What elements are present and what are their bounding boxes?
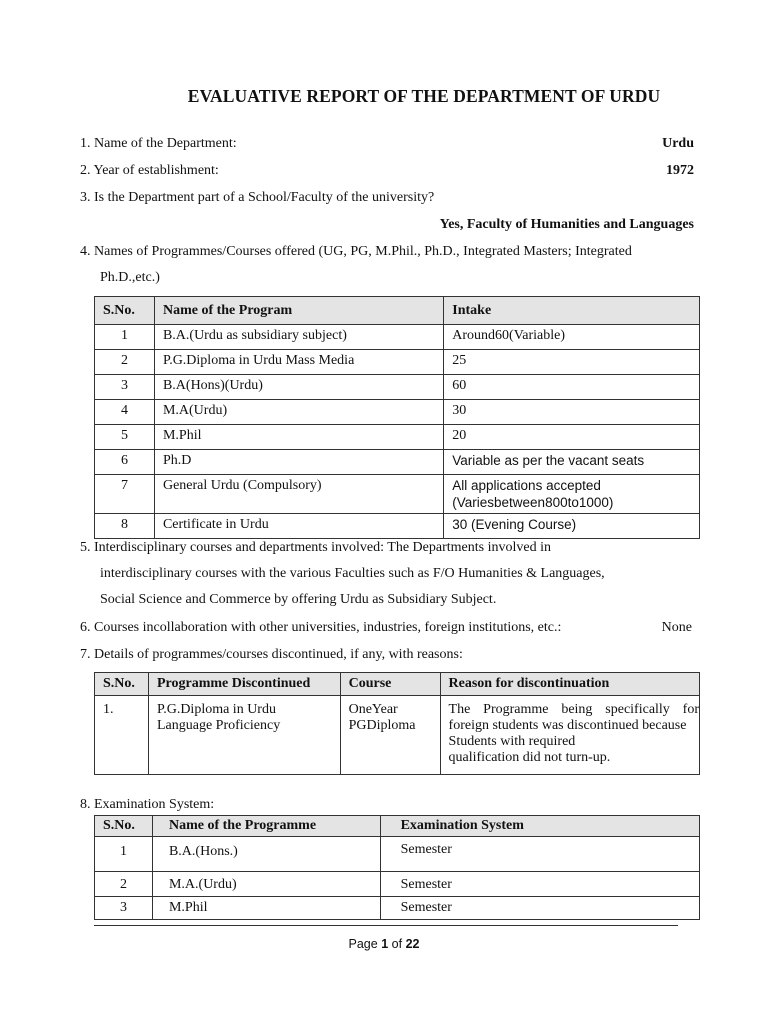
reason-line: qualification did not turn-up. [448,750,611,765]
programs-table [94,296,700,539]
sno-cell: 5 [95,425,155,450]
of-word: of [391,937,403,951]
sno-cell: 1 [95,837,153,872]
column-header: Name of the Program [154,297,443,325]
intake-line: All applications accepted [452,478,601,493]
reason-cell [440,696,699,775]
table-header-row [95,673,700,696]
q8-label: 8. Examination System: [80,797,215,812]
program-name-cell: B.A(Hons)(Urdu) [154,375,443,400]
q4-line2: Ph.D.,etc.) [100,270,160,285]
sno-cell: 2 [95,350,155,375]
q5-line2: interdisciplinary courses with the various Faculties such as F/O Humanities & Languages, [100,566,605,581]
q3-label: 3. Is the Department part of a School/Faculty of the university? [80,190,435,205]
sno-cell: 6 [95,450,155,475]
sno-cell: 2 [95,872,153,897]
reason-line: Students with required [448,734,576,749]
sno-cell: 8 [95,514,155,539]
table-row [95,425,700,450]
q1-label: 1. Name of the Department: [80,136,237,151]
q1-answer: Urdu [662,136,694,151]
table-row [95,450,700,475]
page-footer [0,937,768,951]
q6-answer: None [661,620,692,635]
discontinued-table [94,672,700,775]
column-header: Name of the Programme [152,816,380,837]
q2-answer: 1972 [666,163,694,178]
q6-label: 6. Courses incollaboration with other universities, industries, foreign institutions, etc.: [80,620,562,635]
q4-line1: 4. Names of Programmes/Courses offered (UG, PG, M.Phil., Ph.D., Integrated Masters; Integrated [80,244,632,259]
intake-cell: 30 [444,400,700,425]
column-header: S.No. [95,816,153,837]
sno-cell: 4 [95,400,155,425]
table-row [95,696,700,775]
exam-system-cell: Semester [380,872,699,897]
exam-table [94,815,700,920]
column-header: S.No. [95,297,155,325]
program-name-cell: M.Phil [154,425,443,450]
q6-line [80,620,694,636]
q2-label: 2. Year of establishment: [80,163,219,178]
table-row [95,350,700,375]
column-header: Programme Discontinued [148,673,340,696]
program-name-cell: General Urdu (Compulsory) [154,475,443,514]
intake-cell: Around60(Variable) [444,325,700,350]
sno-cell: 3 [95,897,153,920]
program-name-cell: B.A.(Urdu as subsidiary subject) [154,325,443,350]
q2-line [80,163,694,179]
sno-cell: 3 [95,375,155,400]
program-name-cell: P.G.Diploma in Urdu Mass Media [154,350,443,375]
programme-line: P.G.Diploma in Urdu [156,702,276,717]
page-number: 1 [381,937,389,951]
intake-cell: 60 [444,375,700,400]
programme-name-cell: M.A.(Urdu) [152,872,380,897]
page-word: Page [348,937,378,951]
q5-line3: Social Science and Commerce by offering Urdu as Subsidiary Subject. [100,592,497,607]
q3-answer: Yes, Faculty of Humanities and Languages [439,217,694,232]
q1-line [80,136,694,152]
course-line: OneYear [348,702,398,717]
programme-line: Language Proficiency [156,718,281,733]
q7-label: 7. Details of programmes/courses discontinued, if any, with reasons: [80,647,463,662]
program-name-cell: M.A(Urdu) [154,400,443,425]
course-cell [340,696,440,775]
exam-system-cell: Semester [380,837,699,872]
column-header: Intake [444,297,700,325]
footer-divider [94,925,678,926]
sno-cell: 1. [95,696,149,775]
table-row [95,514,700,539]
sno-cell: 1 [95,325,155,350]
course-line: PGDiploma [348,718,416,733]
table-row [95,475,700,514]
exam-system-cell: Semester [380,897,699,920]
intake-line: (Variesbetween800to1000) [452,495,614,510]
intake-cell [444,475,700,514]
table-row [95,400,700,425]
programme-name-cell: B.A.(Hons.) [152,837,380,872]
column-header: Examination System [380,816,699,837]
column-header: Reason for discontinuation [440,673,699,696]
program-name-cell: Certificate in Urdu [154,514,443,539]
intake-cell: 25 [444,350,700,375]
table-row [95,872,700,897]
intake-cell: 20 [444,425,700,450]
reason-line: The Programme being specifically for foreign students was discontinued because [448,702,699,733]
programme-name-cell: M.Phil [152,897,380,920]
page-title: EVALUATIVE REPORT OF THE DEPARTMENT OF URDU [187,86,661,106]
table-row [95,325,700,350]
table-row [95,375,700,400]
sno-cell: 7 [95,475,155,514]
table-header-row [95,297,700,325]
column-header: S.No. [95,673,149,696]
column-header: Course [340,673,440,696]
q5-line1: 5. Interdisciplinary courses and departments involved: The Departments involved in [80,540,551,555]
page-total: 22 [405,937,420,951]
table-row [95,837,700,872]
table-row [95,897,700,920]
intake-cell: Variable as per the vacant seats [444,450,700,475]
program-name-cell: Ph.D [154,450,443,475]
programme-cell [148,696,340,775]
intake-cell: 30 (Evening Course) [444,514,700,539]
table-header-row [95,816,700,837]
